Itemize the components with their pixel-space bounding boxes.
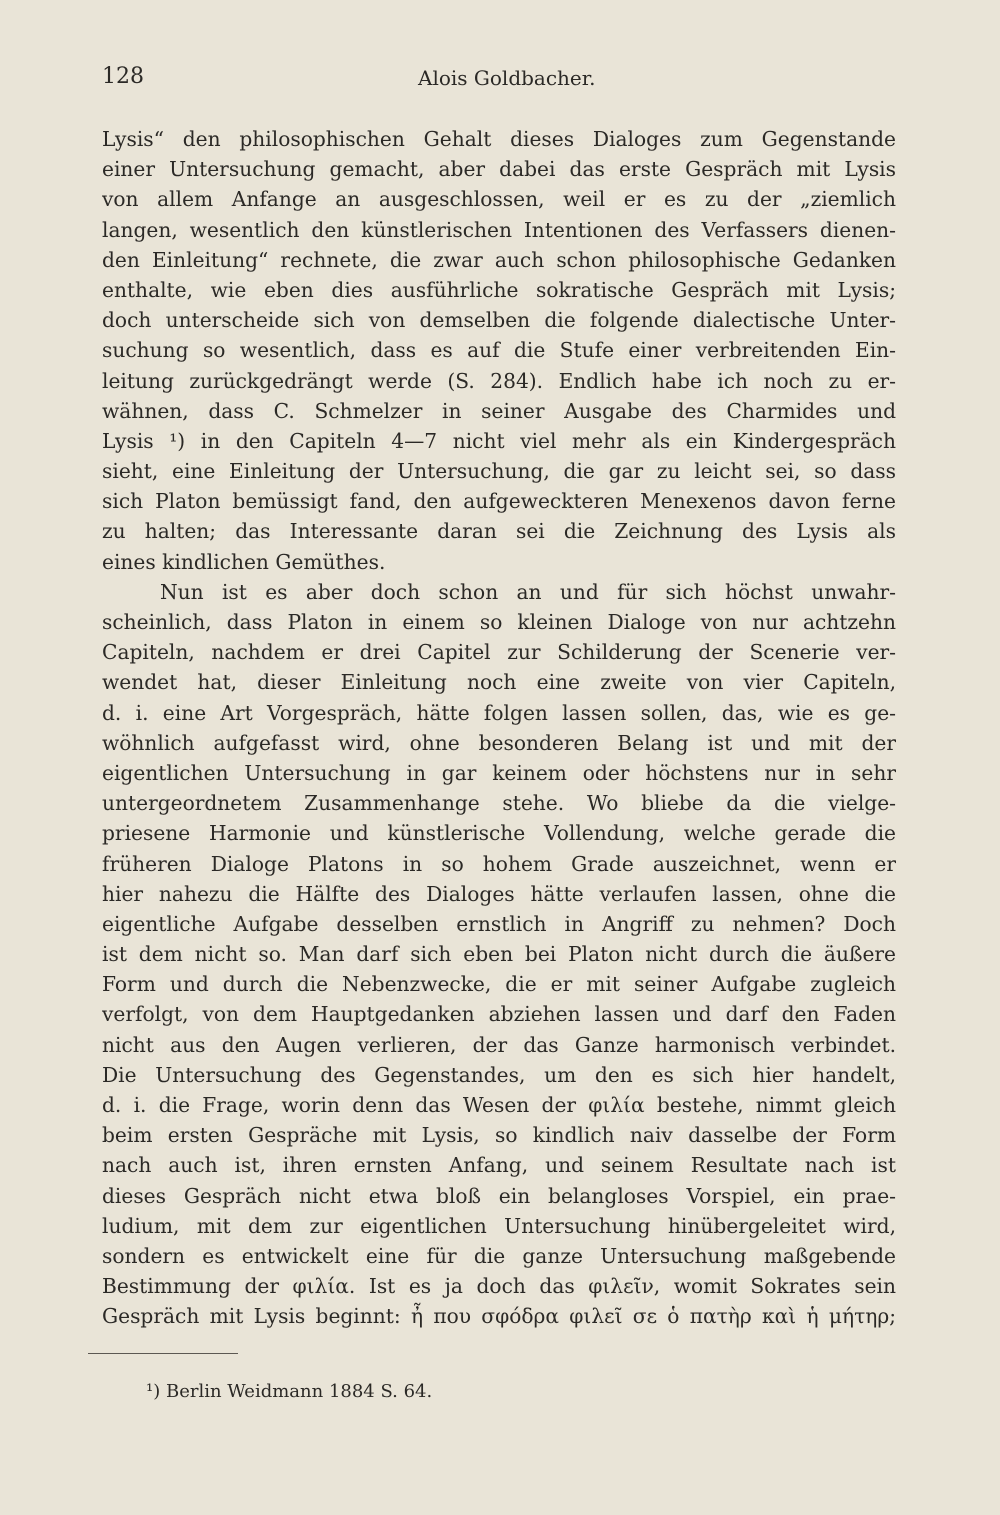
text-line: suchung so wesentlich, dass es auf die Stufe einer verbreitenden Ein- — [102, 338, 896, 363]
text-line: doch unterscheide sich von demselben die folgende dialectische Unter- — [102, 308, 896, 333]
text-line: enthalte, wie eben dies ausführliche sokratische Gespräch mit Lysis; — [102, 277, 896, 302]
text-line: ist dem nicht so. Man darf sich eben bei Platon nicht durch die äußere — [102, 942, 896, 967]
text-line: leitung zurückgedrängt werde (S. 284). Endlich habe ich noch zu er- — [102, 368, 896, 393]
text-line: eigentliche Aufgabe desselben ernstlich in Angriff zu nehmen? Doch — [102, 911, 896, 936]
text-line: d. i. die Frage, worin denn das Wesen der φιλία bestehe, nimmt gleich — [102, 1093, 896, 1117]
text-line: Lysis ¹) in den Capiteln 4—7 nicht viel mehr als ein Kindergespräch — [102, 428, 896, 453]
footnote: ¹) Berlin Weidmann 1884 S. 64. — [146, 1381, 433, 1402]
text-line: nach auch ist, ihren ernsten Anfang, und seinem Resultate nach ist — [102, 1153, 896, 1178]
text-line: sich Platon bemüssigt fand, den aufgeweckteren Menexenos davon ferne — [102, 489, 896, 514]
page-number: 128 — [102, 64, 144, 89]
text-line: wendet hat, dieser Einleitung noch eine zweite von vier Capiteln, — [102, 670, 896, 695]
text-line: scheinlich, dass Platon in einem so kleinen Dialoge von nur achtzehn — [102, 610, 896, 634]
text-line: Nun ist es aber doch schon an und für sich höchst unwahr- — [160, 579, 896, 604]
text-line: wöhnlich aufgefasst wird, ohne besonderen Belang ist und mit der — [102, 730, 896, 755]
text-line: Lysis“ den philosophischen Gehalt dieses Dialoges zum Gegenstande — [102, 127, 896, 151]
text-line: eigentlichen Untersuchung in gar keinem oder höchstens nur in sehr — [102, 760, 896, 785]
text-line: nicht aus den Augen verlieren, der das Ganze harmonisch verbindet. — [102, 1032, 896, 1057]
text-line: dieses Gespräch nicht etwa bloß ein belangloses Vorspiel, ein prae- — [102, 1183, 896, 1208]
text-line: langen, wesentlich den künstlerischen Intentionen des Verfassers dienen- — [102, 217, 896, 242]
text-line: untergeordnetem Zusammenhange stehe. Wo bliebe da die vielge- — [102, 791, 896, 816]
text-line: einer Untersuchung gemacht, aber dabei das erste Gespräch mit Lysis — [102, 157, 896, 182]
paragraph-1 — [102, 124, 896, 577]
text-line: d. i. eine Art Vorgespräch, hätte folgen lassen sollen, das, wie es ge- — [102, 700, 896, 725]
page-header — [100, 64, 900, 98]
text-line: Gespräch mit Lysis beginnt: ἦ που σφόδρα φιλεῖ σε ὁ πατὴρ καὶ ἡ μήτηρ; — [102, 1304, 896, 1329]
paragraph-2 — [102, 577, 896, 1332]
text-line: den Einleitung“ rechnete, die zwar auch schon philosophische Gedanken — [102, 247, 896, 272]
text-line: sieht, eine Einleitung der Untersuchung, die gar zu leicht sei, so dass — [102, 459, 896, 484]
text-line: Form und durch die Nebenzwecke, die er mit seiner Aufgabe zugleich — [102, 972, 896, 997]
text-line: beim ersten Gespräche mit Lysis, so kindlich naiv dasselbe der Form — [102, 1123, 896, 1148]
text-line: hier nahezu die Hälfte des Dialoges hätte verlaufen lassen, ohne die — [102, 881, 896, 906]
text-line: zu halten; das Interessante daran sei die Zeichnung des Lysis als — [102, 519, 896, 544]
text-line: ludium, mit dem zur eigentlichen Untersuchung hinübergeleitet wird, — [102, 1213, 896, 1238]
text-line: sondern es entwickelt eine für die ganze Untersuchung maßgebende — [102, 1243, 896, 1268]
text-line: eines kindlichen Gemüthes. — [102, 549, 386, 574]
text-line: früheren Dialoge Platons in so hohem Grade auszeichnet, wenn er — [102, 851, 896, 876]
text-line: Die Untersuchung des Gegenstandes, um den es sich hier handelt, — [102, 1062, 896, 1087]
text-line: Bestimmung der φιλία. Ist es ja doch das φιλεῖν, womit Sokrates sein — [102, 1274, 896, 1299]
text-line: Capiteln, nachdem er drei Capitel zur Schilderung der Scenerie ver- — [102, 640, 896, 665]
footnote-divider — [88, 1353, 238, 1354]
body-text — [102, 124, 896, 1332]
text-line: priesene Harmonie und künstlerische Vollendung, welche gerade die — [102, 821, 896, 846]
text-line: wähnen, dass C. Schmelzer in seiner Ausgabe des Charmides und — [102, 398, 896, 423]
text-line: von allem Anfange an ausgeschlossen, weil er es zu der „ziemlich — [102, 187, 896, 212]
running-title: Alois Goldbacher. — [418, 66, 596, 90]
text-line: verfolgt, von dem Hauptgedanken abziehen lassen und darf den Faden — [102, 1002, 896, 1027]
